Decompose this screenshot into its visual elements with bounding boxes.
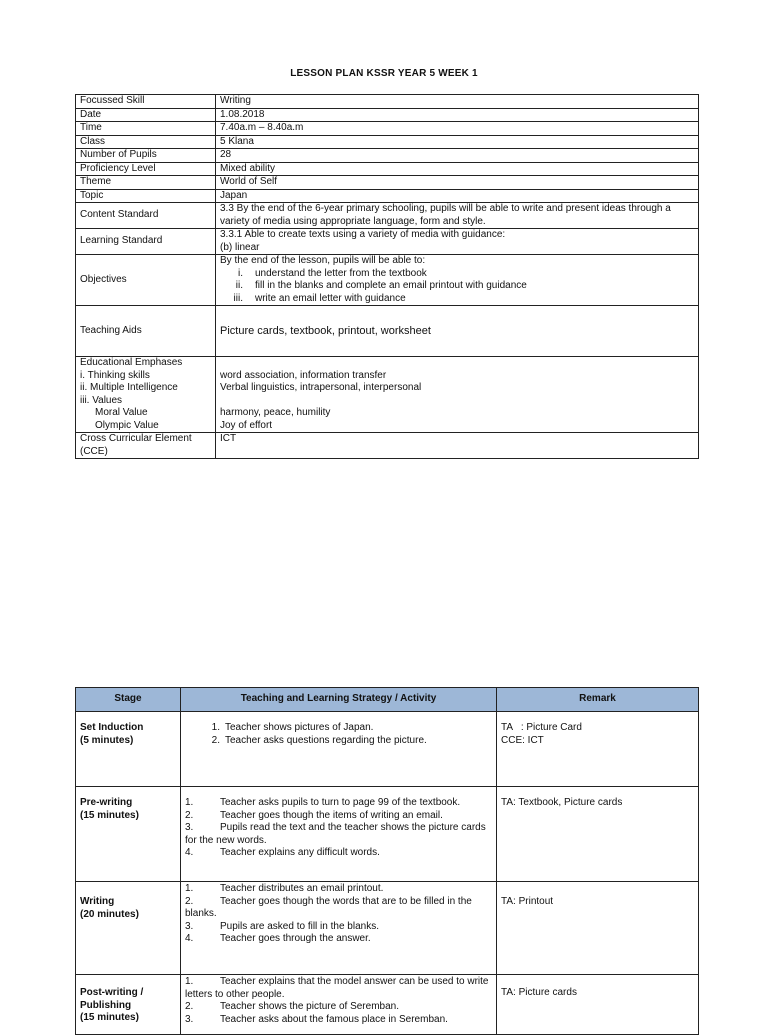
list-item xyxy=(185,797,492,810)
emphases-label-cell xyxy=(76,357,216,433)
table-row xyxy=(76,787,699,882)
stage-duration: (15 minutes) xyxy=(80,1012,139,1023)
activity-cell xyxy=(181,712,497,787)
table-row xyxy=(76,176,699,190)
item-number: ii. xyxy=(235,280,243,291)
item-text: Teacher asks pupils to turn to page 99 of the textbook. xyxy=(220,797,461,808)
item-text: Teacher distributes an email printout. xyxy=(220,883,384,894)
values-label: iii. Values xyxy=(80,394,123,406)
remark-header: Remark xyxy=(497,688,699,712)
lesson-info-table xyxy=(75,94,699,459)
emphases-value-cell xyxy=(216,357,699,433)
cce-value: ICT xyxy=(216,433,699,459)
item-text: Teacher goes though the words that are to be filled in the blanks. xyxy=(185,895,472,919)
activity-list xyxy=(185,883,492,946)
stage-duration: (5 minutes) xyxy=(80,734,134,746)
item-number: 2. xyxy=(185,1001,194,1012)
table-row xyxy=(76,122,699,136)
table-row xyxy=(76,882,699,975)
learning-standard-label: Learning Standard xyxy=(76,229,216,255)
date-label: Date xyxy=(76,108,216,122)
pupils-label: Number of Pupils xyxy=(76,149,216,163)
pupils-value: 28 xyxy=(216,149,699,163)
item-text: write an email letter with guidance xyxy=(255,292,406,304)
item-text: Teacher shows pictures of Japan. xyxy=(225,722,374,733)
olympic-value-label: Olympic Value xyxy=(95,419,159,431)
list-item xyxy=(185,976,492,1001)
activity-cell xyxy=(181,787,497,882)
stage-cell xyxy=(76,712,181,787)
stage-name: Writing xyxy=(80,896,115,907)
moral-value-label: Moral Value xyxy=(95,407,148,418)
list-item xyxy=(185,1001,492,1014)
cce-label: Cross Curricular Element (CCE) xyxy=(76,433,216,459)
teaching-aids-label: Teaching Aids xyxy=(76,306,216,357)
remark-cell xyxy=(497,975,699,1035)
activity-cell xyxy=(181,975,497,1035)
activity-list xyxy=(185,797,492,860)
table-row xyxy=(76,162,699,176)
item-text: Teacher explains that the model answer can be used to write letters to other people. xyxy=(185,976,489,1000)
remark-cell xyxy=(497,882,699,975)
list-item xyxy=(203,722,492,735)
list-item xyxy=(185,822,492,847)
olympic-value: Joy of effort xyxy=(220,419,273,431)
thinking-skills-value: word association, information transfer xyxy=(220,369,387,381)
multiple-intelligence-label: ii. Multiple Intelligence xyxy=(80,382,178,393)
remark-text: TA : Picture Card xyxy=(501,722,582,733)
item-number: iii. xyxy=(233,292,243,304)
item-number: 1. xyxy=(185,797,194,808)
stage-cell xyxy=(76,975,181,1035)
list-item xyxy=(220,268,694,281)
list-item xyxy=(185,933,492,946)
teaching-aids-value: Picture cards, textbook, printout, worksheet xyxy=(216,306,699,357)
stage-name: Pre-writing xyxy=(80,797,133,808)
objectives-label: Objectives xyxy=(76,255,216,306)
time-label: Time xyxy=(76,122,216,136)
table-row xyxy=(76,306,699,357)
list-item xyxy=(185,896,492,921)
table-row xyxy=(76,357,699,433)
class-value: 5 Klana xyxy=(216,135,699,149)
date-value: 1.08.2018 xyxy=(216,108,699,122)
theme-value: World of Self xyxy=(216,176,699,190)
stage-cell xyxy=(76,882,181,975)
item-text: Teacher shows the picture of Seremban. xyxy=(220,1001,399,1012)
table-row xyxy=(76,108,699,122)
page-title: LESSON PLAN KSSR YEAR 5 WEEK 1 xyxy=(290,68,478,79)
item-text: Teacher goes though the items of writing an email. xyxy=(220,809,443,821)
list-item xyxy=(185,847,492,860)
item-number: 3. xyxy=(185,822,194,833)
list-item xyxy=(220,280,694,293)
stage-duration: (20 minutes) xyxy=(80,908,139,920)
activity-table xyxy=(75,687,699,1035)
item-number: 2. xyxy=(211,734,220,746)
topic-label: Topic xyxy=(76,189,216,203)
table-row xyxy=(76,255,699,306)
item-number: 2. xyxy=(185,809,194,821)
list-item xyxy=(185,810,492,823)
item-number: 1. xyxy=(185,976,194,987)
list-item xyxy=(185,1014,492,1027)
remark-text: TA: Textbook, Picture cards xyxy=(501,797,623,808)
item-number: 2. xyxy=(185,895,194,907)
item-text: Teacher asks questions regarding the picture. xyxy=(225,734,427,746)
learning-standard-value xyxy=(216,229,699,255)
multiple-intelligence-value: Verbal linguistics, intrapersonal, interpersonal xyxy=(220,382,422,393)
item-text: Teacher asks about the famous place in Seremban. xyxy=(220,1013,448,1025)
focussed-skill-value: Writing xyxy=(216,95,699,109)
time-value: 7.40a.m – 8.40a.m xyxy=(216,122,699,136)
item-number: 1. xyxy=(211,722,220,733)
item-text: Teacher goes through the answer. xyxy=(220,933,371,944)
item-text: understand the letter from the textbook xyxy=(255,267,427,279)
item-text: fill in the blanks and complete an email printout with guidance xyxy=(255,280,527,291)
list-item xyxy=(185,883,492,896)
table-row xyxy=(76,712,699,787)
proficiency-label: Proficiency Level xyxy=(76,162,216,176)
table-row xyxy=(76,975,699,1035)
focussed-skill-label: Focussed Skill xyxy=(76,95,216,109)
item-number: 4. xyxy=(185,933,194,944)
item-text: Teacher explains any difficult words. xyxy=(220,847,380,858)
activity-list xyxy=(185,722,492,747)
list-item xyxy=(203,735,492,748)
objectives-value xyxy=(216,255,699,306)
item-number: 4. xyxy=(185,847,194,858)
table-row xyxy=(76,433,699,459)
table-row xyxy=(76,95,699,109)
thinking-skills-label: i. Thinking skills xyxy=(80,369,150,381)
remark-cell xyxy=(497,712,699,787)
list-item xyxy=(185,921,492,934)
stage-name: Set Induction xyxy=(80,722,144,733)
remark-cell xyxy=(497,787,699,882)
item-number: 3. xyxy=(185,920,194,932)
objectives-intro: By the end of the lesson, pupils will be able to: xyxy=(220,255,426,266)
remark-text: TA: Printout xyxy=(501,896,554,907)
class-label: Class xyxy=(76,135,216,149)
table-row xyxy=(76,203,699,229)
learning-standard-line: 3.3.1 Able to create texts using a variety of media with guidance: xyxy=(220,229,506,240)
emphases-label: Educational Emphases xyxy=(80,357,183,368)
item-number: i. xyxy=(238,267,243,279)
stage-header: Stage xyxy=(76,688,181,712)
table-header-row xyxy=(76,688,699,712)
table-row xyxy=(76,149,699,163)
content-standard-value: 3.3 By the end of the 6-year primary schooling, pupils will be able to write and present ideas through a variety of media using appropriate language, form and style. xyxy=(216,203,699,229)
proficiency-value: Mixed ability xyxy=(216,162,699,176)
activity-list xyxy=(185,976,492,1026)
table-row xyxy=(76,229,699,255)
list-item xyxy=(220,293,694,306)
table-row xyxy=(76,135,699,149)
item-number: 3. xyxy=(185,1013,194,1025)
stage-cell xyxy=(76,787,181,882)
item-number: 1. xyxy=(185,883,194,894)
topic-value: Japan xyxy=(216,189,699,203)
activity-header: Teaching and Learning Strategy / Activity xyxy=(181,688,497,712)
learning-standard-line: (b) linear xyxy=(220,241,260,253)
table-row xyxy=(76,189,699,203)
theme-label: Theme xyxy=(76,176,216,190)
stage-name: Post-writing / Publishing xyxy=(80,987,144,1011)
item-text: Pupils read the text and the teacher shows the picture cards for the new words. xyxy=(185,822,486,846)
content-standard-label: Content Standard xyxy=(76,203,216,229)
item-text: Pupils are asked to fill in the blanks. xyxy=(220,920,379,932)
moral-value: harmony, peace, humility xyxy=(220,407,331,418)
activity-cell xyxy=(181,882,497,975)
objectives-list xyxy=(220,268,694,306)
remark-text: CCE: ICT xyxy=(501,734,544,746)
remark-text: TA: Picture cards xyxy=(501,987,577,998)
stage-duration: (15 minutes) xyxy=(80,809,139,821)
